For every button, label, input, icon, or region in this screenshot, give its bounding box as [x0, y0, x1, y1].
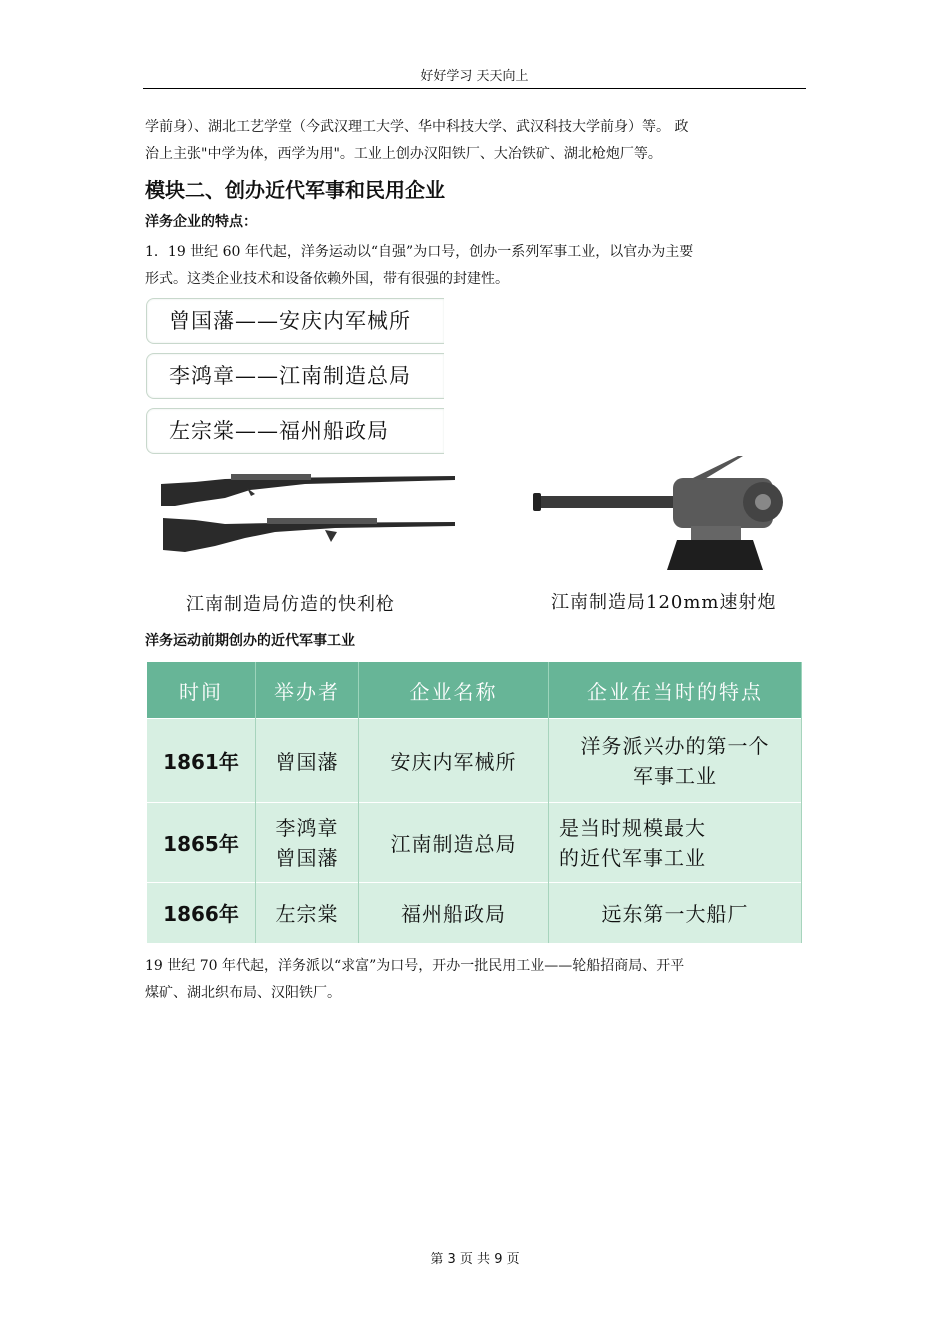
founder-box: 曾国藩——安庆内军械所 — [146, 298, 444, 344]
founder-box: 李鸿章——江南制造总局 — [146, 353, 444, 399]
point-paragraph — [145, 239, 805, 293]
cell-name: 安庆内军械所 — [359, 719, 549, 803]
table-row — [147, 719, 802, 803]
cell-year: 1865年 — [147, 803, 256, 883]
intro-line: 学前身）、湖北工艺学堂（今武汉理工大学、华中科技大学、武汉科技大学前身）等。 政 — [145, 119, 689, 135]
table-row — [147, 803, 802, 883]
point-line: 形式。这类企业技术和设备依赖外国，带有很强的封建性。 — [145, 271, 509, 287]
cell-name: 江南制造总局 — [359, 803, 549, 883]
cell-feature: 洋务派兴办的第一个 军事工业 — [549, 719, 802, 803]
rifle-image — [155, 462, 465, 562]
page-header: 好好学习 天天向上 — [143, 66, 806, 89]
cell-year: 1861年 — [147, 719, 256, 803]
cell-feature: 远东第一大船厂 — [549, 883, 802, 943]
cell-feature: 是当时规模最大 的近代军事工业 — [549, 803, 802, 883]
section-subtitle: 洋务企业的特点： — [145, 214, 257, 230]
founder-boxes — [146, 298, 444, 463]
intro-paragraph — [145, 114, 805, 168]
cell-founder: 李鸿章 曾国藩 — [256, 803, 359, 883]
closing-line: 19 世纪 70 年代起，洋务派以“求富”为口号，开办一批民用工业——轮船招商局、开平 — [145, 958, 685, 974]
header-founder: 举办者 — [256, 662, 359, 719]
page-number: 第 3 页 共 9 页 — [430, 1252, 520, 1267]
table-caption: 洋务运动前期创办的近代军事工业 — [145, 633, 355, 649]
cell-name: 福州船政局 — [359, 883, 549, 943]
header-time: 时间 — [147, 662, 256, 719]
closing-paragraph — [145, 953, 805, 1007]
gun-image — [533, 456, 793, 571]
header-feature: 企业在当时的特点 — [549, 662, 802, 719]
intro-line: 治上主张"中学为体，西学为用"。工业上创办汉阳铁厂、大冶铁矿、湖北枪炮厂等。 — [145, 146, 662, 162]
point-line: 1．19 世纪 60 年代起，洋务运动以“自强”为口号，创办一系列军事工业，以官办为主要 — [145, 244, 694, 260]
cell-year: 1866年 — [147, 883, 256, 943]
table-row — [147, 883, 802, 943]
module-title: 模块二、创办近代军事和民用企业 — [145, 178, 445, 202]
header-name: 企业名称 — [359, 662, 549, 719]
cell-founder: 曾国藩 — [256, 719, 359, 803]
founder-box: 左宗棠——福州船政局 — [146, 408, 444, 454]
closing-line: 煤矿、湖北织布局、汉阳铁厂。 — [145, 985, 341, 1001]
rifle-caption: 江南制造局仿造的快利枪 — [186, 594, 395, 615]
cell-founder: 左宗棠 — [256, 883, 359, 943]
gun-caption: 江南制造局120mm速射炮 — [551, 592, 777, 613]
enterprise-table — [147, 662, 802, 943]
table-header-row — [147, 662, 802, 719]
